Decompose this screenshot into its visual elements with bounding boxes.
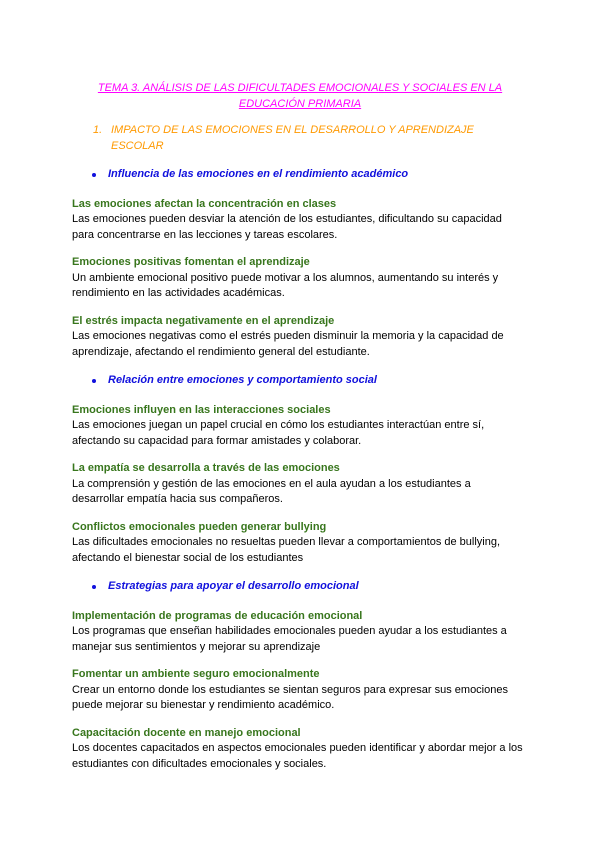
subsection (0, 403, 600, 450)
bullet-dot-icon (92, 173, 96, 177)
subsection (0, 667, 600, 714)
subsection-title: Implementación de programas de educación emocional (72, 609, 363, 622)
bullet-label: Influencia de las emociones en el rendimiento académico (108, 168, 409, 180)
subsection-title: El estrés impacta negativamente en el aprendizaje (72, 314, 335, 327)
heading-number: 1. (93, 124, 103, 136)
subsection (0, 461, 600, 508)
bullet-item (0, 167, 600, 183)
body-line: para concentrarse en las lecciones y tareas escolares. (72, 228, 338, 241)
heading-line: IMPACTO DE LAS EMOCIONES EN EL DESARROLLO Y APRENDIZAJE (111, 124, 474, 136)
body-line: Los docentes capacitados en aspectos emocionales pueden identificar y abordar mejor a los (72, 742, 523, 754)
title-line: EDUCACIÓN PRIMARIA (238, 97, 362, 110)
body-line: afectando su capacidad para formar amistades y colaborar. (72, 434, 362, 447)
document-title (0, 81, 600, 112)
bullet-item (0, 373, 600, 389)
body-line: puede mejorar su bienestar y rendimiento académico. (72, 699, 335, 711)
bullet-label: Estrategias para apoyar el desarrollo emocional (108, 580, 359, 592)
body-line: afectando el bienestar social de los estudiantes (72, 551, 304, 564)
bullet-item (0, 579, 600, 595)
body-line: Los programas que enseñan habilidades emocionales pueden ayudar a los estudiantes a (72, 625, 507, 637)
body-line: Crear un entorno donde los estudiantes se sientan seguros para expresar sus emociones (72, 683, 508, 696)
body-line: Las dificultades emocionales no resueltas pueden llevar a comportamientos de bullying, (72, 536, 501, 548)
subsection (0, 255, 600, 302)
subsection-title: Emociones positivas fomentan el aprendizaje (72, 256, 310, 268)
bullet-dot-icon (92, 585, 96, 589)
body-line: Las emociones pueden desviar la atención de los estudiantes, dificultando su capacidad (72, 213, 502, 225)
body-line: La comprensión y gestión de las emociones en el aula ayudan a los estudiantes a (72, 477, 471, 490)
subsection (0, 520, 600, 567)
subsection-title: La empatía se desarrolla a través de las emociones (72, 462, 340, 474)
bullet-dot-icon (92, 379, 96, 383)
body-line: estudiantes con dificultades emocionales y sociales. (72, 757, 327, 770)
body-line: Un ambiente emocional positivo puede motivar a los alumnos, aumentando su interés y (72, 271, 499, 284)
subsection-title: Emociones influyen en las interacciones sociales (72, 403, 331, 416)
subsection-title: Fomentar un ambiente seguro emocionalmente (72, 668, 320, 680)
body-line: rendimiento en las actividades académicas. (72, 287, 285, 299)
subsection (0, 197, 600, 244)
subsection-title: Conflictos emocionales pueden generar bullying (72, 520, 327, 533)
subsection-title: Capacitación docente en manejo emocional (72, 726, 301, 739)
body-line: Las emociones negativas como el estrés pueden disminuir la memoria y la capacidad de (72, 330, 504, 342)
body-line: Las emociones juegan un papel crucial en cómo los estudiantes interactúan entre sí, (72, 419, 485, 431)
bullet-label: Relación entre emociones y comportamiento social (108, 374, 377, 386)
numbered-heading (0, 123, 600, 154)
body-line: manejar sus sentimientos y mejorar su aprendizaje (72, 640, 321, 653)
body-line: desarrollar empatía hacia sus compañeros. (72, 493, 283, 505)
body-line: aprendizaje, afectando el rendimiento general del estudiante. (72, 345, 370, 358)
subsection (0, 609, 600, 656)
subsection (0, 314, 600, 361)
heading-line: ESCOLAR (111, 139, 164, 152)
title-line: TEMA 3. ANÁLISIS DE LAS DIFICULTADES EMOCIONALES Y SOCIALES EN LA (97, 82, 503, 94)
subsection (0, 726, 600, 773)
subsection-title: Las emociones afectan la concentración en clases (72, 197, 337, 210)
